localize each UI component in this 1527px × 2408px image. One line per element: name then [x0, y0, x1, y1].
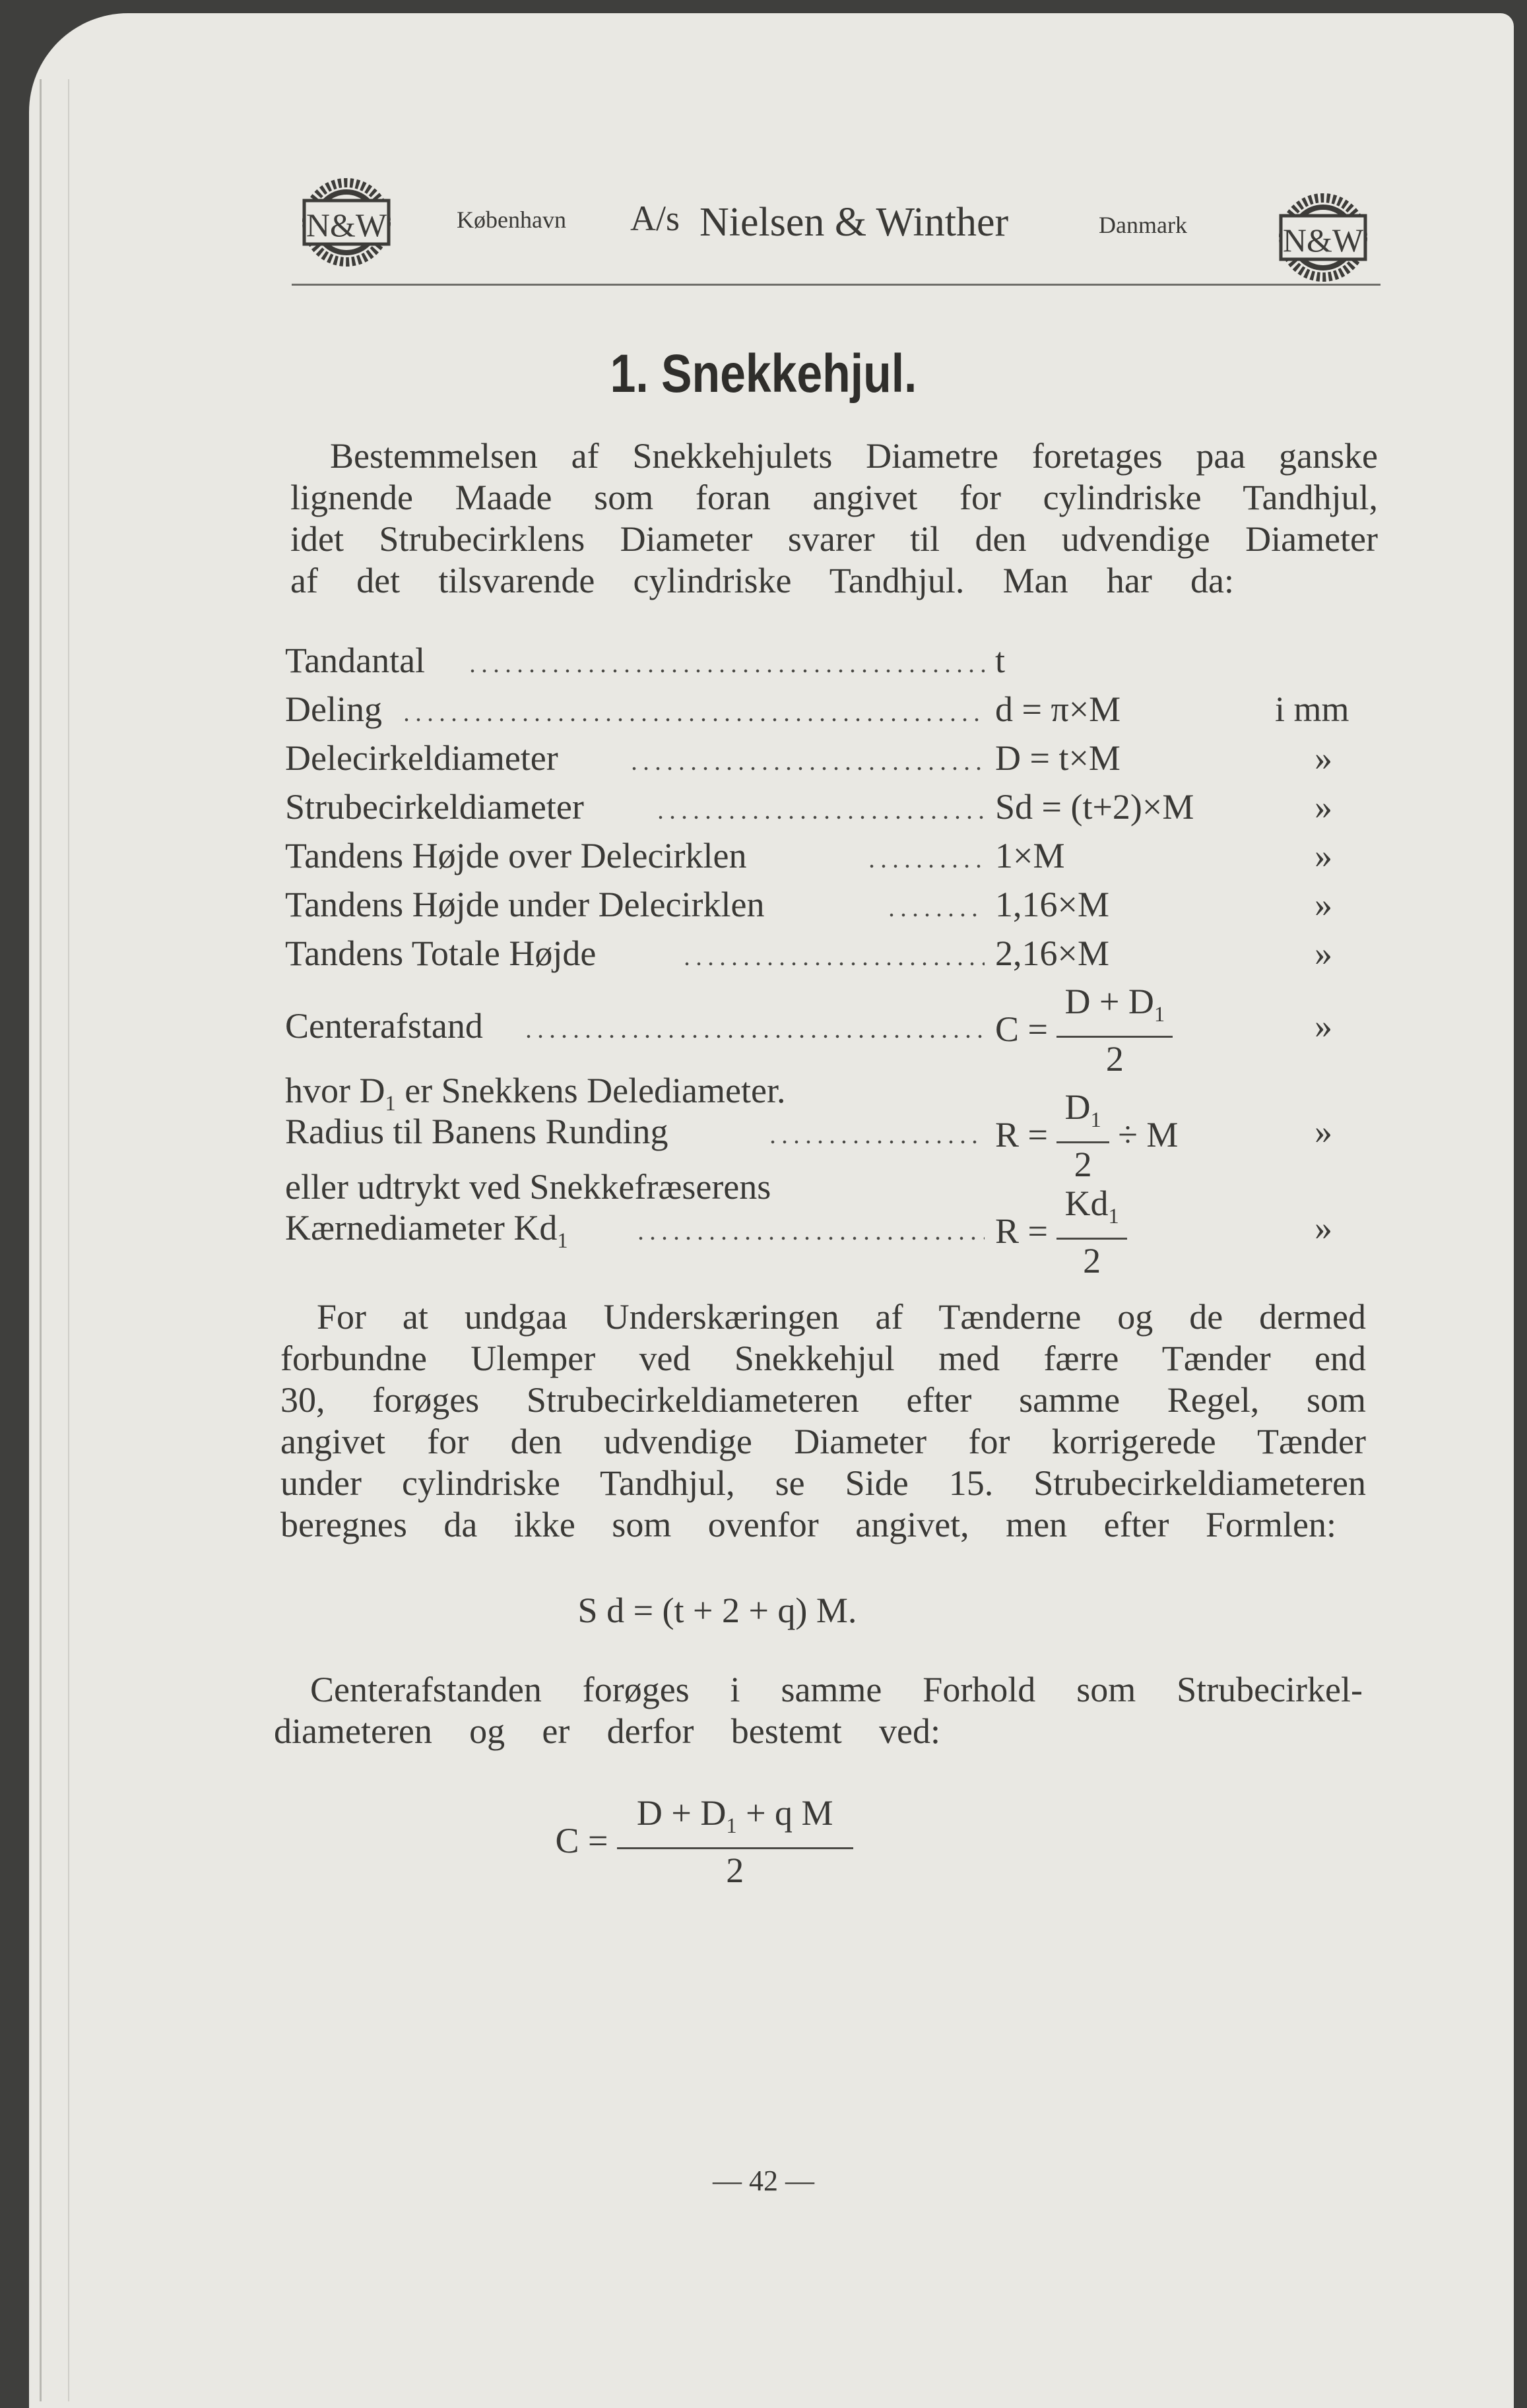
row-unit: » [1315, 1006, 1332, 1046]
formula-c [0, 1794, 1468, 1894]
denominator: 2 [726, 1850, 744, 1890]
paragraph-3 [274, 1669, 1363, 1752]
nw-gear-logo-left [300, 173, 393, 272]
fraction [1056, 1182, 1126, 1282]
row-formula: 1×M [995, 836, 1065, 875]
dot-leader [767, 1140, 985, 1144]
fraction [1056, 980, 1173, 1080]
denominator: 2 [1074, 1144, 1092, 1184]
row-formula: Sd = (t+2)×M [995, 787, 1194, 827]
page-number: — 42 — [713, 2165, 814, 2197]
row-formula: 1,16×M [995, 885, 1109, 924]
text-line: diameteren og er derfor bestemt ved: [274, 1711, 940, 1751]
row-unit: » [1315, 885, 1332, 924]
hvor-line [285, 1070, 1394, 1116]
svg-text:N&W: N&W [1282, 222, 1364, 259]
row-formula: t [995, 641, 1006, 680]
row-label: Kærnediameter Kd [285, 1208, 558, 1248]
row-label: Tandens Totale Højde [285, 934, 597, 973]
header-rule [292, 284, 1381, 286]
fraction [617, 1792, 853, 1891]
table-row [285, 786, 1394, 833]
text-line: Centerafstanden forøges i samme Forhold som Strubecirkel- [310, 1670, 1363, 1709]
row-label: Deling [285, 689, 382, 729]
subscript: 1 [1090, 1108, 1101, 1132]
row-unit: i mm [1275, 689, 1349, 729]
numerator: D [1064, 1087, 1091, 1127]
header-company: Nielsen & Winther [699, 200, 1009, 245]
row-unit: » [1315, 738, 1332, 778]
dot-leader [635, 1236, 985, 1240]
nw-gear-logo-right [1277, 188, 1369, 287]
paragraph-1 [290, 435, 1378, 602]
subscript: 1 [385, 1091, 396, 1116]
dot-leader [401, 718, 985, 722]
table-row [285, 884, 1394, 930]
text-line: lignende Maade som foran angivet for cylindriske Tandhjul, [290, 478, 1378, 517]
table-row-centerafstand [285, 982, 1394, 1079]
header-country: Danmark [1099, 212, 1187, 238]
hvor-text: hvor D [285, 1071, 385, 1110]
row-label: Tandens Højde under Delecirklen [285, 885, 765, 924]
eller-text: eller udtrykt ved Snekkefræserens [285, 1167, 771, 1207]
numerator: D + D [1064, 982, 1154, 1021]
text-line: angivet for den udvendige Diameter for korrigerede Tænder [280, 1422, 1366, 1461]
dot-leader [866, 864, 985, 868]
table-row [285, 738, 1394, 784]
row-unit: » [1315, 934, 1332, 973]
subscript: 1 [1108, 1204, 1119, 1228]
text-line: af det tilsvarende cylindriske Tandhjul. Man har da: [290, 561, 1234, 600]
text-line: 30, forøges Strubecirkeldiameteren efter samme Regel, som [280, 1380, 1366, 1420]
row-unit: » [1315, 836, 1332, 875]
text-line: beregnes da ikke som ovenfor angivet, men efter Formlen: [280, 1505, 1336, 1544]
row-formula: D = t×M [995, 738, 1121, 778]
table-row [285, 689, 1394, 735]
text-line: Bestemmelsen af Snekkehjulets Diametre foretages paa ganske [330, 436, 1378, 476]
row-label: Tandantal [285, 641, 426, 680]
eller-line [285, 1166, 1394, 1213]
svg-text:N&W: N&W [306, 206, 387, 243]
dot-leader [886, 913, 985, 917]
formula-lhs: R = [995, 1211, 1048, 1251]
row-label: Radius til Banens Runding [285, 1112, 668, 1151]
section-title: 1. Snekkehjul. [610, 344, 917, 404]
row-unit: » [1315, 1208, 1332, 1248]
text-line: under cylindriske Tandhjul, se Side 15. Strubecirkeldiameteren [280, 1463, 1366, 1503]
subscript: 1 [557, 1228, 568, 1253]
text-line: For at undgaa Underskæringen af Tænderne og de dermed [317, 1297, 1366, 1337]
numerator-tail: + q M [736, 1793, 833, 1833]
row-label: Tandens Højde over Delecirklen [285, 836, 747, 875]
page-edge [40, 79, 69, 2401]
hvor-text-tail: er Snekkens Delediameter. [395, 1071, 786, 1110]
table-row [285, 640, 1394, 686]
formula-sd: S d = (t + 2 + q) M. [577, 1591, 857, 1630]
dot-leader [628, 767, 985, 771]
dot-leader [681, 962, 985, 966]
text-line: forbundne Ulemper ved Snekkehjul med færre Tænder end [280, 1339, 1366, 1378]
row-formula: d = π×M [995, 689, 1121, 729]
subscript: 1 [726, 1814, 737, 1838]
denominator: 2 [1083, 1240, 1101, 1281]
row-label: Strubecirkeldiameter [285, 787, 584, 827]
formula-lhs: C = [555, 1820, 608, 1860]
dot-leader [655, 815, 985, 819]
row-label: Centerafstand [285, 1006, 483, 1046]
paragraph-2 [280, 1296, 1366, 1546]
formula-tail: ÷ M [1118, 1114, 1179, 1155]
formula-lhs: R = [995, 1114, 1048, 1155]
dot-leader [523, 1034, 985, 1038]
table-row [285, 933, 1394, 979]
text-line: idet Strubecirklens Diameter svarer til den udvendige Diameter [290, 519, 1378, 559]
subscript: 1 [1153, 1002, 1165, 1027]
table-row [285, 835, 1394, 881]
row-label: Delecirkeldiameter [285, 738, 558, 778]
header-company-prefix: A/s [630, 199, 680, 238]
numerator: D + D [636, 1793, 727, 1833]
numerator: Kd [1064, 1184, 1109, 1223]
row-unit: » [1315, 787, 1332, 827]
row-formula: 2,16×M [995, 934, 1109, 973]
row-unit: » [1315, 1112, 1332, 1151]
header-city: København [457, 206, 566, 233]
dot-leader [467, 669, 985, 673]
denominator: 2 [1105, 1038, 1124, 1079]
formula-lhs: C = [995, 1009, 1048, 1049]
